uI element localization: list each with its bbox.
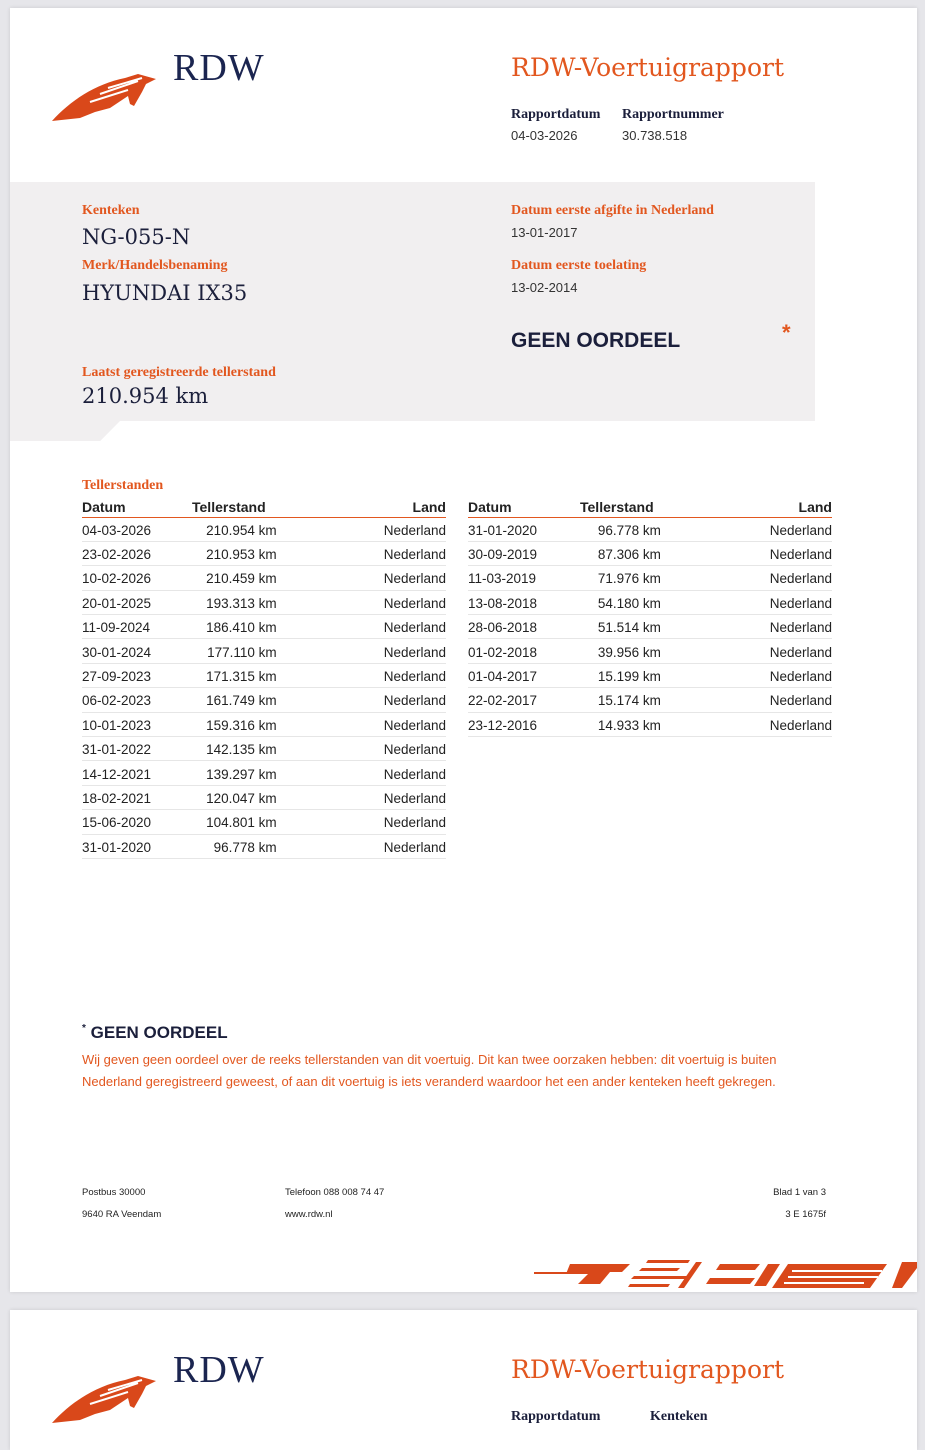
tellerstanden-table-right: [468, 498, 832, 737]
afgifte-value: 13-01-2017: [511, 225, 578, 240]
toelating-label: Datum eerste toelating: [511, 258, 647, 273]
rdw-logo-icon: [50, 66, 160, 126]
table-row: [468, 639, 832, 663]
table-row: [468, 688, 832, 712]
cell-datum: 31-01-2020: [82, 834, 192, 858]
cell-tellerstand: 15.174 km: [580, 688, 763, 712]
rapportnummer-value: 30.738.518: [622, 128, 688, 143]
table-row: [468, 517, 832, 541]
table-row: [468, 712, 832, 736]
cell-datum: 11-09-2024: [82, 615, 192, 639]
cell-datum: 23-12-2016: [468, 712, 580, 736]
table-row: [468, 663, 832, 687]
cell-tellerstand: 39.956 km: [580, 639, 763, 663]
cell-datum: 31-01-2022: [82, 737, 192, 761]
table-row: [82, 517, 446, 541]
cell-tellerstand: 15.199 km: [580, 663, 763, 687]
merk-value: HYUNDAI IX35: [82, 281, 248, 305]
rapportdatum-label: Rapportdatum: [511, 1409, 601, 1424]
teller-label: Laatst geregistreerde tellerstand: [82, 365, 276, 380]
cell-land: Nederland: [763, 712, 832, 736]
kenteken-label: Kenteken: [82, 203, 140, 218]
table-row: [82, 712, 446, 736]
cell-land: Nederland: [379, 810, 446, 834]
note-text: Wij geven geen oordeel over de reeks tellerstanden van dit voertuig. Dit kan twee oorzaken hebben: dit voertuig is buiten Nederland geregistreerd geweest, of aan dit voertuig is iets veranderd waardoor het een ander kenteken heeft gekregen.: [82, 1052, 777, 1089]
cell-datum: 23-02-2026: [82, 541, 192, 565]
table-row: [468, 541, 832, 565]
col-tellerstand: Tellerstand: [192, 498, 379, 517]
cell-datum: 31-01-2020: [468, 517, 580, 541]
oordeel-value: GEEN OORDEEL: [511, 329, 681, 352]
cell-tellerstand: 139.297 km: [192, 761, 379, 785]
cell-datum: 18-02-2021: [82, 785, 192, 809]
cell-datum: 01-02-2018: [468, 639, 580, 663]
cell-land: Nederland: [379, 688, 446, 712]
oordeel-asterisk: *: [782, 320, 791, 345]
col-land: Land: [379, 498, 446, 517]
cell-land: Nederland: [763, 590, 832, 614]
table-row: [82, 541, 446, 565]
footer-phone: Telefoon 088 008 74 47: [285, 1187, 385, 1198]
col-datum: Datum: [468, 498, 580, 517]
cell-datum: 30-09-2019: [468, 541, 580, 565]
cell-land: Nederland: [763, 541, 832, 565]
cell-datum: 06-02-2023: [82, 688, 192, 712]
table-row: [468, 590, 832, 614]
cell-tellerstand: 54.180 km: [580, 590, 763, 614]
cell-datum: 14-12-2021: [82, 761, 192, 785]
table-row: [82, 663, 446, 687]
rdw-logo-icon: [50, 1368, 160, 1428]
merk-label: Merk/Handelsbenaming: [82, 258, 228, 273]
cell-tellerstand: 51.514 km: [580, 615, 763, 639]
cell-land: Nederland: [379, 517, 446, 541]
footer-page: Blad 1 van 3: [773, 1187, 826, 1198]
table-row: [82, 834, 446, 858]
cell-tellerstand: 210.954 km: [192, 517, 379, 541]
cell-land: Nederland: [379, 541, 446, 565]
table-row: [82, 737, 446, 761]
cell-land: Nederland: [379, 712, 446, 736]
table-row: [82, 761, 446, 785]
cell-land: Nederland: [763, 639, 832, 663]
cell-tellerstand: 104.801 km: [192, 810, 379, 834]
cell-datum: 28-06-2018: [468, 615, 580, 639]
cell-datum: 13-08-2018: [468, 590, 580, 614]
band-notch: [10, 421, 120, 441]
cell-land: Nederland: [379, 639, 446, 663]
cell-tellerstand: 193.313 km: [192, 590, 379, 614]
cell-tellerstand: 87.306 km: [580, 541, 763, 565]
afgifte-label: Datum eerste afgifte in Nederland: [511, 203, 714, 218]
cell-land: Nederland: [379, 663, 446, 687]
cell-land: Nederland: [763, 688, 832, 712]
cell-datum: 20-01-2025: [82, 590, 192, 614]
cell-land: Nederland: [379, 737, 446, 761]
report-page-1: [10, 8, 917, 1292]
col-tellerstand: Tellerstand: [580, 498, 763, 517]
cell-tellerstand: 96.778 km: [580, 517, 763, 541]
rapportdatum-label: Rapportdatum: [511, 107, 601, 122]
cell-land: Nederland: [379, 566, 446, 590]
rapportdatum-value: 04-03-2026: [511, 128, 578, 143]
cell-datum: 01-04-2017: [468, 663, 580, 687]
col-datum: Datum: [82, 498, 192, 517]
table-row: [82, 688, 446, 712]
cell-datum: 11-03-2019: [468, 566, 580, 590]
note-title: GEEN OORDEEL: [90, 1023, 228, 1042]
rdw-stripe-decoration-icon: [530, 1256, 917, 1292]
cell-land: Nederland: [379, 615, 446, 639]
cell-datum: 15-06-2020: [82, 810, 192, 834]
cell-land: Nederland: [379, 761, 446, 785]
cell-land: Nederland: [763, 517, 832, 541]
cell-tellerstand: 210.459 km: [192, 566, 379, 590]
logo-text: RDW: [173, 47, 265, 89]
cell-tellerstand: 159.316 km: [192, 712, 379, 736]
table-row: [82, 615, 446, 639]
kenteken-value: NG-055-N: [82, 225, 191, 249]
footer-address2: 9640 RA Veendam: [82, 1209, 162, 1220]
table-row: [82, 639, 446, 663]
footer-website[interactable]: www.rdw.nl: [285, 1209, 333, 1220]
teller-value: 210.954 km: [82, 384, 209, 408]
table-row: [82, 590, 446, 614]
note-asterisk: *: [82, 1023, 86, 1034]
cell-datum: 10-01-2023: [82, 712, 192, 736]
footer-address1: Postbus 30000: [82, 1187, 146, 1198]
table-row: [82, 566, 446, 590]
rapportnummer-label: Rapportnummer: [622, 107, 724, 122]
cell-tellerstand: 142.135 km: [192, 737, 379, 761]
cell-tellerstand: 210.953 km: [192, 541, 379, 565]
cell-land: Nederland: [379, 834, 446, 858]
cell-tellerstand: 120.047 km: [192, 785, 379, 809]
logo-text: RDW: [173, 1349, 265, 1391]
cell-land: Nederland: [763, 566, 832, 590]
cell-tellerstand: 177.110 km: [192, 639, 379, 663]
cell-datum: 30-01-2024: [82, 639, 192, 663]
cell-land: Nederland: [379, 590, 446, 614]
cell-datum: 04-03-2026: [82, 517, 192, 541]
report-title: RDW-Voertuigrapport: [511, 53, 784, 82]
cell-tellerstand: 14.933 km: [580, 712, 763, 736]
tellerstanden-table-left: [82, 498, 446, 859]
cell-tellerstand: 96.778 km: [192, 834, 379, 858]
cell-land: Nederland: [379, 785, 446, 809]
toelating-value: 13-02-2014: [511, 280, 578, 295]
col-land: Land: [763, 498, 832, 517]
tellerstanden-title: Tellerstanden: [82, 478, 164, 493]
table-row: [82, 810, 446, 834]
table-row: [468, 615, 832, 639]
cell-datum: 10-02-2026: [82, 566, 192, 590]
footer-code: 3 E 1675f: [785, 1209, 826, 1220]
cell-datum: 22-02-2017: [468, 688, 580, 712]
cell-tellerstand: 71.976 km: [580, 566, 763, 590]
table-row: [468, 566, 832, 590]
cell-tellerstand: 171.315 km: [192, 663, 379, 687]
table-row: [82, 785, 446, 809]
cell-tellerstand: 186.410 km: [192, 615, 379, 639]
cell-tellerstand: 161.749 km: [192, 688, 379, 712]
kenteken-label: Kenteken: [650, 1409, 708, 1424]
cell-land: Nederland: [763, 615, 832, 639]
note-heading: [82, 1023, 228, 1043]
cell-datum: 27-09-2023: [82, 663, 192, 687]
report-page-2: [10, 1310, 917, 1450]
cell-land: Nederland: [763, 663, 832, 687]
report-title: RDW-Voertuigrapport: [511, 1355, 784, 1384]
